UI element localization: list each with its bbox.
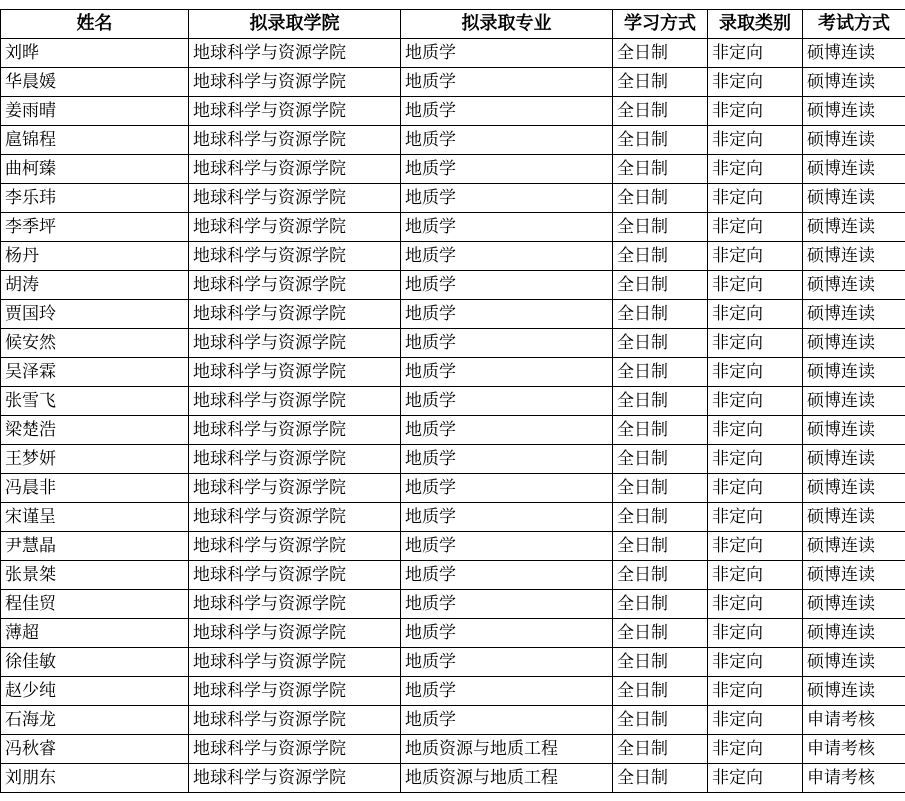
cell-exam-method: 硕博连读 [803,358,905,387]
cell-name: 王梦妍 [1,445,189,474]
cell-name: 薄超 [1,619,189,648]
cell-study-mode: 全日制 [613,474,708,503]
cell-major: 地质学 [401,300,613,329]
cell-college: 地球科学与资源学院 [189,590,401,619]
cell-study-mode: 全日制 [613,735,708,764]
cell-name: 石海龙 [1,706,189,735]
cell-college: 地球科学与资源学院 [189,677,401,706]
admission-table [0,9,905,793]
cell-study-mode: 全日制 [613,184,708,213]
cell-college: 地球科学与资源学院 [189,619,401,648]
cell-admission-type: 非定向 [708,590,803,619]
cell-exam-method: 硕博连读 [803,300,905,329]
cell-name: 李乐玮 [1,184,189,213]
cell-study-mode: 全日制 [613,358,708,387]
cell-admission-type: 非定向 [708,445,803,474]
table-row [1,735,905,764]
cell-exam-method: 硕博连读 [803,213,905,242]
cell-college: 地球科学与资源学院 [189,271,401,300]
cell-exam-method: 硕博连读 [803,677,905,706]
cell-major: 地质学 [401,619,613,648]
cell-college: 地球科学与资源学院 [189,735,401,764]
cell-major: 地质学 [401,503,613,532]
cell-study-mode: 全日制 [613,561,708,590]
cell-major: 地质学 [401,271,613,300]
cell-name: 徐佳敏 [1,648,189,677]
cell-college: 地球科学与资源学院 [189,445,401,474]
table-row [1,387,905,416]
cell-admission-type: 非定向 [708,184,803,213]
cell-major: 地质学 [401,184,613,213]
cell-name: 冯晨非 [1,474,189,503]
table-row [1,648,905,677]
table-header-row [1,10,905,39]
cell-exam-method: 硕博连读 [803,271,905,300]
table-row [1,213,905,242]
table-row [1,329,905,358]
cell-college: 地球科学与资源学院 [189,213,401,242]
header-exam-method: 考试方式 [803,10,905,39]
cell-college: 地球科学与资源学院 [189,242,401,271]
cell-name: 程佳贸 [1,590,189,619]
cell-exam-method: 硕博连读 [803,184,905,213]
cell-name: 张雪飞 [1,387,189,416]
cell-name: 尹慧晶 [1,532,189,561]
cell-major: 地质学 [401,445,613,474]
table-row [1,474,905,503]
cell-name: 赵少纯 [1,677,189,706]
cell-exam-method: 硕博连读 [803,561,905,590]
header-name: 姓名 [1,10,189,39]
cell-exam-method: 硕博连读 [803,416,905,445]
cell-college: 地球科学与资源学院 [189,764,401,793]
cell-admission-type: 非定向 [708,503,803,532]
cell-study-mode: 全日制 [613,532,708,561]
cell-admission-type: 非定向 [708,561,803,590]
cell-college: 地球科学与资源学院 [189,300,401,329]
cell-college: 地球科学与资源学院 [189,706,401,735]
cell-name: 贾国玲 [1,300,189,329]
cell-admission-type: 非定向 [708,532,803,561]
cell-exam-method: 硕博连读 [803,242,905,271]
table-row [1,706,905,735]
cell-study-mode: 全日制 [613,445,708,474]
cell-major: 地质学 [401,126,613,155]
cell-college: 地球科学与资源学院 [189,503,401,532]
cell-major: 地质学 [401,387,613,416]
cell-major: 地质学 [401,68,613,97]
cell-exam-method: 硕博连读 [803,97,905,126]
table-row [1,155,905,184]
cell-admission-type: 非定向 [708,677,803,706]
cell-college: 地球科学与资源学院 [189,39,401,68]
cell-college: 地球科学与资源学院 [189,474,401,503]
cell-major: 地质学 [401,590,613,619]
cell-college: 地球科学与资源学院 [189,387,401,416]
cell-exam-method: 硕博连读 [803,648,905,677]
cell-exam-method: 硕博连读 [803,590,905,619]
cell-exam-method: 硕博连读 [803,155,905,184]
cell-major: 地质学 [401,532,613,561]
table-row [1,532,905,561]
cell-admission-type: 非定向 [708,213,803,242]
cell-study-mode: 全日制 [613,590,708,619]
table-row [1,184,905,213]
cell-major: 地质学 [401,155,613,184]
cell-exam-method: 硕博连读 [803,474,905,503]
table-row [1,68,905,97]
cell-name: 刘朋东 [1,764,189,793]
cell-study-mode: 全日制 [613,416,708,445]
cell-major: 地质学 [401,561,613,590]
table-row [1,416,905,445]
cell-name: 华晨媛 [1,68,189,97]
cell-admission-type: 非定向 [708,648,803,677]
cell-college: 地球科学与资源学院 [189,155,401,184]
cell-name: 宋谨呈 [1,503,189,532]
cell-admission-type: 非定向 [708,271,803,300]
cell-study-mode: 全日制 [613,619,708,648]
cell-study-mode: 全日制 [613,648,708,677]
cell-major: 地质学 [401,416,613,445]
table-row [1,242,905,271]
table-row [1,39,905,68]
cell-college: 地球科学与资源学院 [189,561,401,590]
cell-admission-type: 非定向 [708,242,803,271]
cell-college: 地球科学与资源学院 [189,329,401,358]
cell-exam-method: 硕博连读 [803,126,905,155]
table-row [1,677,905,706]
cell-study-mode: 全日制 [613,300,708,329]
cell-exam-method: 硕博连读 [803,532,905,561]
cell-admission-type: 非定向 [708,474,803,503]
cell-exam-method: 硕博连读 [803,445,905,474]
table-row [1,271,905,300]
cell-name: 冯秋睿 [1,735,189,764]
cell-major: 地质学 [401,474,613,503]
cell-name: 李季坪 [1,213,189,242]
cell-college: 地球科学与资源学院 [189,358,401,387]
table-row [1,126,905,155]
cell-name: 刘晔 [1,39,189,68]
cell-study-mode: 全日制 [613,39,708,68]
cell-name: 曲柯臻 [1,155,189,184]
cell-major: 地质学 [401,97,613,126]
cell-study-mode: 全日制 [613,387,708,416]
header-admission-type: 录取类别 [708,10,803,39]
cell-college: 地球科学与资源学院 [189,184,401,213]
cell-study-mode: 全日制 [613,155,708,184]
cell-admission-type: 非定向 [708,39,803,68]
cell-college: 地球科学与资源学院 [189,532,401,561]
cell-college: 地球科学与资源学院 [189,126,401,155]
cell-name: 候安然 [1,329,189,358]
table-row [1,503,905,532]
cell-exam-method: 申请考核 [803,735,905,764]
table-row [1,561,905,590]
cell-study-mode: 全日制 [613,503,708,532]
cell-college: 地球科学与资源学院 [189,68,401,97]
cell-admission-type: 非定向 [708,735,803,764]
cell-admission-type: 非定向 [708,387,803,416]
cell-major: 地质学 [401,39,613,68]
cell-name: 杨丹 [1,242,189,271]
cell-exam-method: 硕博连读 [803,68,905,97]
cell-admission-type: 非定向 [708,97,803,126]
table-row [1,358,905,387]
cell-admission-type: 非定向 [708,126,803,155]
cell-name: 梁楚浩 [1,416,189,445]
header-study-mode: 学习方式 [613,10,708,39]
cell-exam-method: 硕博连读 [803,619,905,648]
table-row [1,764,905,793]
cell-admission-type: 非定向 [708,329,803,358]
cell-admission-type: 非定向 [708,300,803,329]
cell-name: 胡涛 [1,271,189,300]
cell-major: 地质学 [401,329,613,358]
cell-admission-type: 非定向 [708,155,803,184]
cell-admission-type: 非定向 [708,416,803,445]
table-row [1,445,905,474]
cell-exam-method: 硕博连读 [803,503,905,532]
cell-admission-type: 非定向 [708,358,803,387]
table-row [1,300,905,329]
cell-study-mode: 全日制 [613,677,708,706]
table-row [1,619,905,648]
cell-name: 张景桀 [1,561,189,590]
cell-college: 地球科学与资源学院 [189,97,401,126]
cell-major: 地质学 [401,677,613,706]
cell-college: 地球科学与资源学院 [189,416,401,445]
cell-college: 地球科学与资源学院 [189,648,401,677]
cell-major: 地质资源与地质工程 [401,735,613,764]
cell-admission-type: 非定向 [708,764,803,793]
cell-exam-method: 申请考核 [803,764,905,793]
cell-name: 姜雨晴 [1,97,189,126]
table-row [1,590,905,619]
cell-study-mode: 全日制 [613,706,708,735]
cell-study-mode: 全日制 [613,126,708,155]
cell-exam-method: 申请考核 [803,706,905,735]
cell-major: 地质学 [401,706,613,735]
table-row [1,97,905,126]
cell-admission-type: 非定向 [708,706,803,735]
cell-study-mode: 全日制 [613,97,708,126]
cell-exam-method: 硕博连读 [803,387,905,416]
cell-study-mode: 全日制 [613,213,708,242]
cell-major: 地质学 [401,358,613,387]
cell-major: 地质学 [401,648,613,677]
cell-admission-type: 非定向 [708,68,803,97]
cell-exam-method: 硕博连读 [803,39,905,68]
cell-major: 地质学 [401,242,613,271]
cell-major: 地质资源与地质工程 [401,764,613,793]
cell-study-mode: 全日制 [613,242,708,271]
cell-admission-type: 非定向 [708,619,803,648]
header-college: 拟录取学院 [189,10,401,39]
cell-name: 吴泽霖 [1,358,189,387]
cell-exam-method: 硕博连读 [803,329,905,358]
cell-major: 地质学 [401,213,613,242]
cell-study-mode: 全日制 [613,329,708,358]
cell-name: 扈锦程 [1,126,189,155]
cell-study-mode: 全日制 [613,271,708,300]
cell-study-mode: 全日制 [613,68,708,97]
table-body [1,39,905,793]
header-major: 拟录取专业 [401,10,613,39]
cell-study-mode: 全日制 [613,764,708,793]
